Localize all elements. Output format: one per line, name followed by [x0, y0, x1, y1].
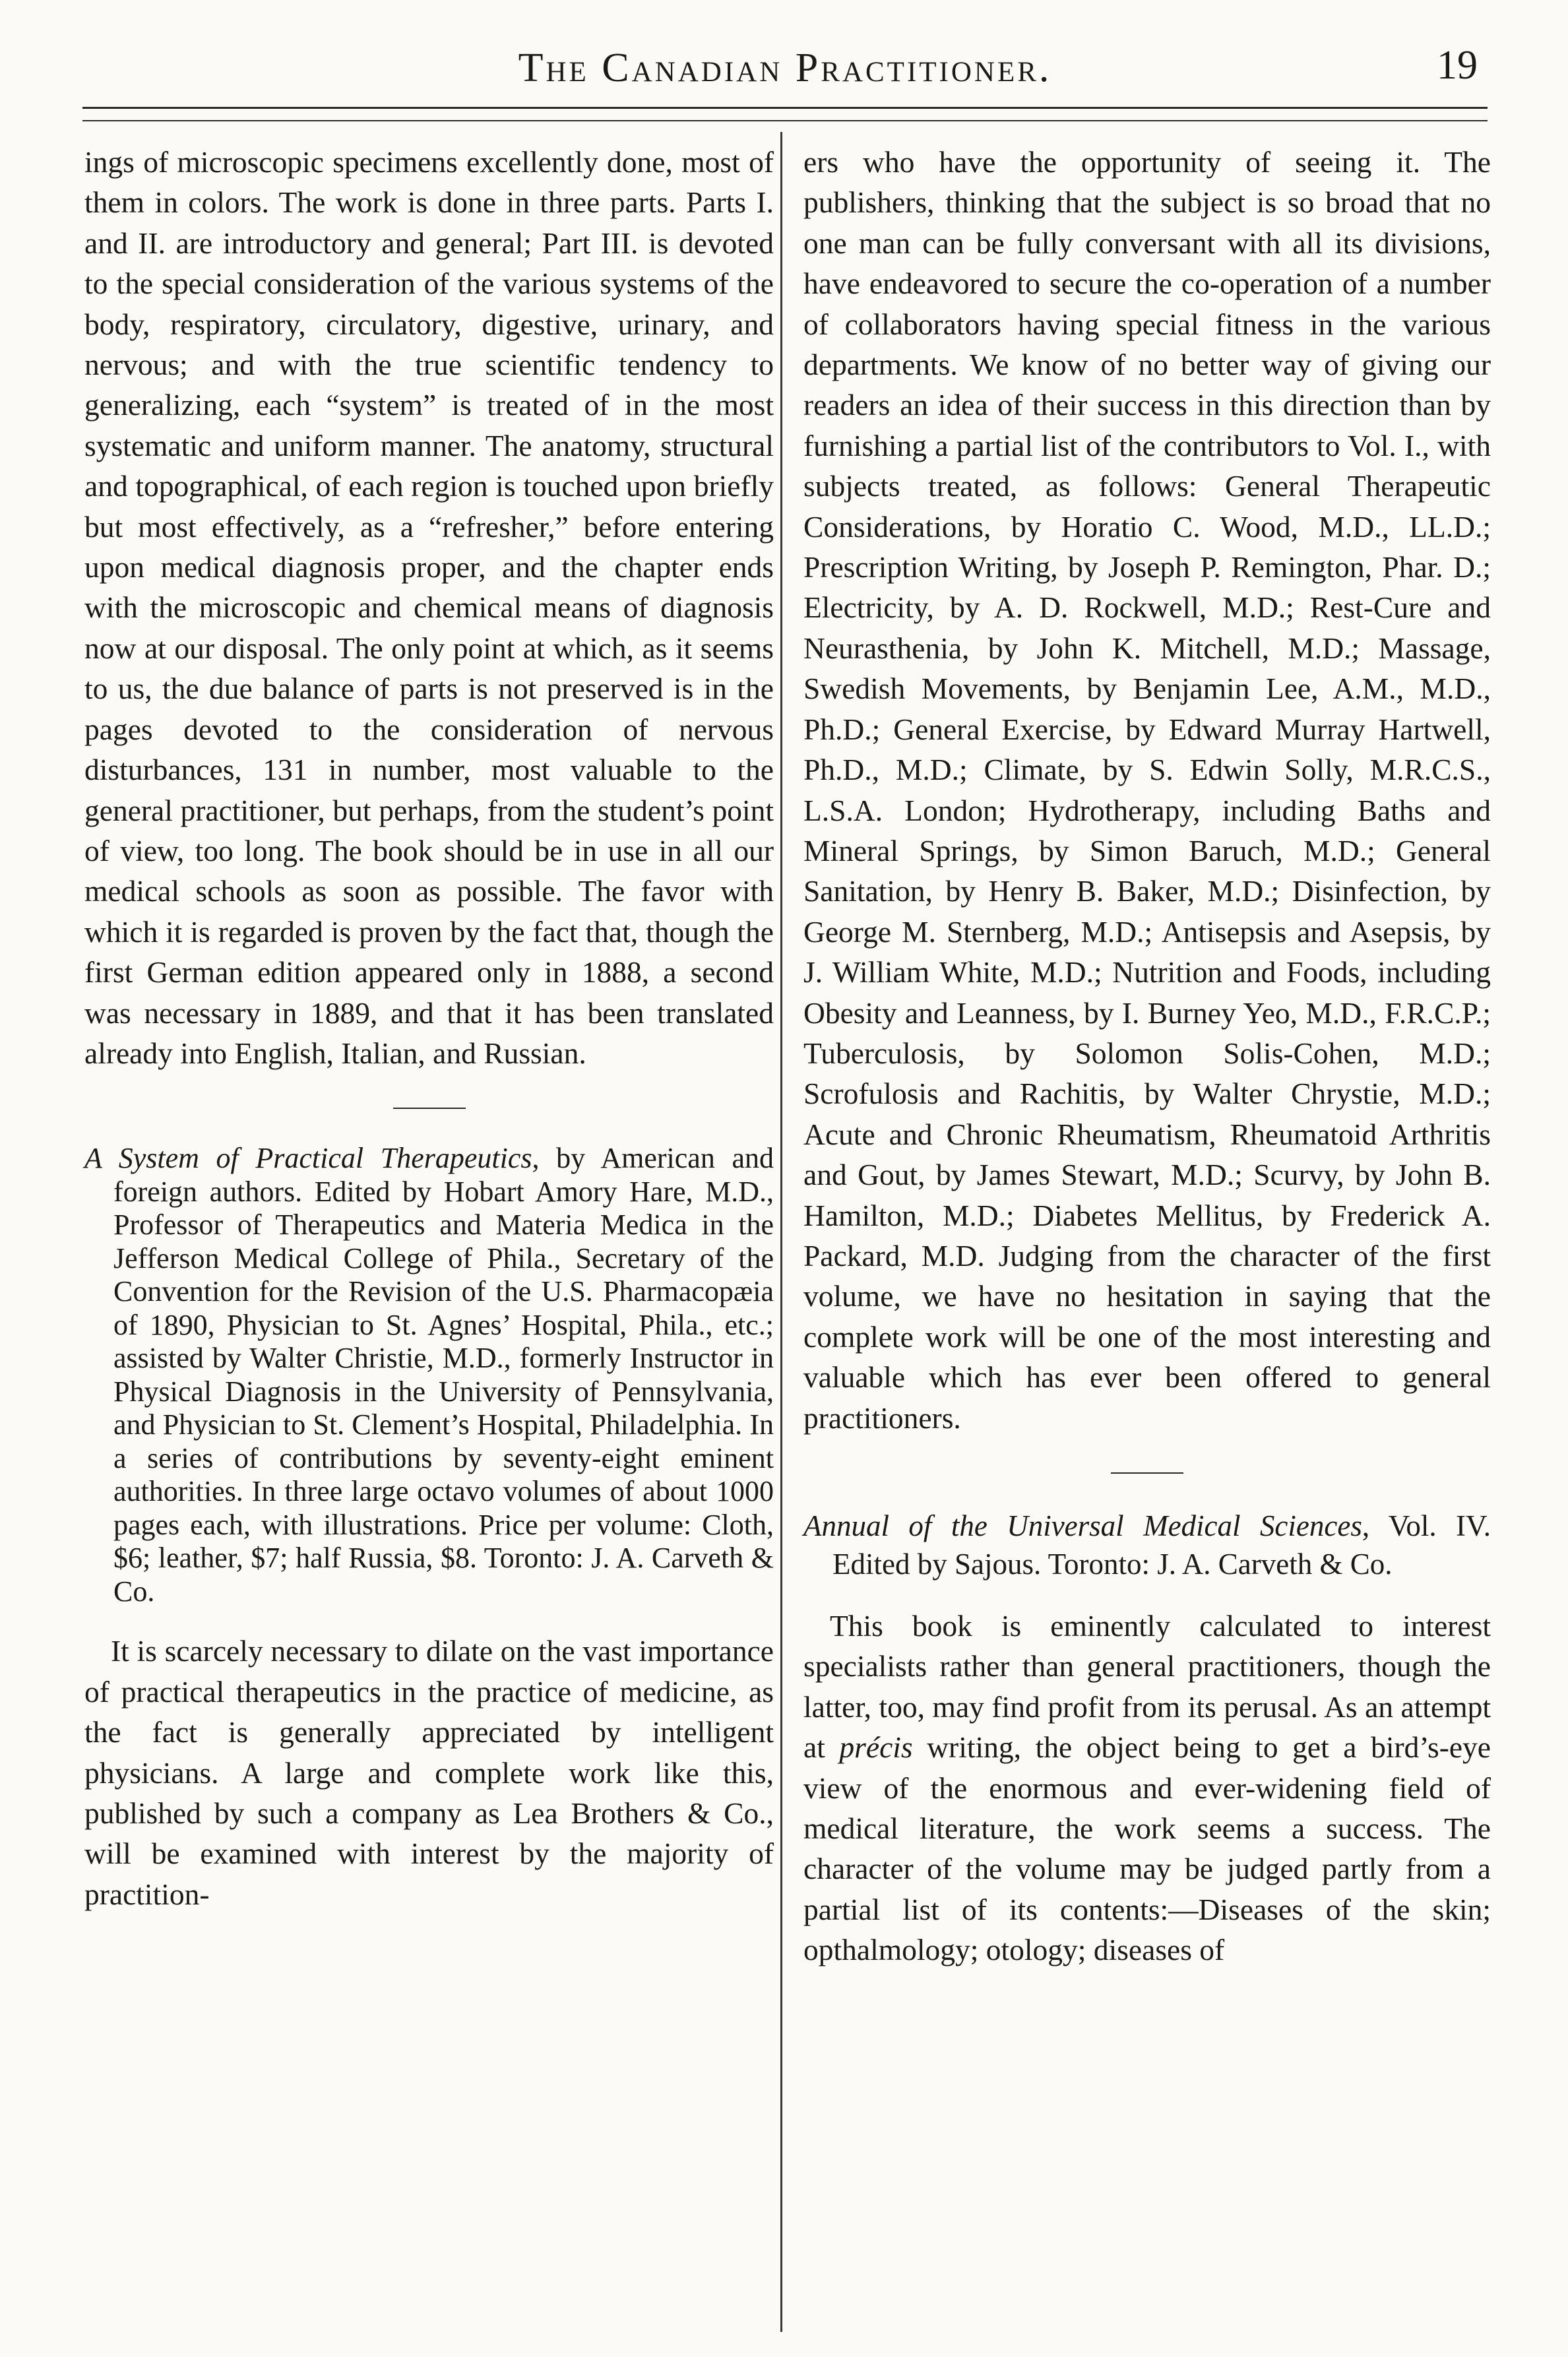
book-title: A System of Practical Therapeutics: [84, 1142, 532, 1175]
header-rule-top: [82, 107, 1488, 109]
book-details: , by American and foreign authors. Edited by Hobart Amory Hare, M.D., Professor of Therapeutics and Materia Medica in the Jefferson Medical College of Phila., Secretary of the Convention for the Revision of the U.S. Pharmacopæia of 1890, Physician to St. Agnes’ Hospital, Phila., etc.; assisted by Walter Christie, M.D., formerly Instructor in Physical Diagnosis in the University of Pennsylvania, and Physician to St. Clement’s Hospital, Philadelphia. In a series of contributions by seventy-eight eminent authorities. In three large octavo volumes of about 1000 pages each, with illustrations. Price per volume: Cloth, $6; leather, $7; half Russia, $8. Toronto: J. A. Carveth & Co.: [113, 1142, 774, 1608]
review-paragraph: It is scarcely necessary to dilate on the vast importance of practical therapeutics in the practice of medicine, as the fact is generally appreciated by intelligent physicians. A large and complete work like this, published by such a company as Lea Brothers & Co., will be examined with interest by the majority of practition-: [84, 1634, 774, 1911]
review-paragraph: This book is eminently calculated to interest specialists rather than general practitioners, though the latter, too, may find profit from its perusal. As an attempt at précis writing, the object being to get a bird’s-eye view of the enormous and ever-widening field of medical literature, the work seems a success. The character of the volume may be judged partly from a partial list of its contents:—Diseases of the skin; opthalmology; otology; diseases of: [803, 1609, 1491, 1967]
right-continuation-paragraph: ers who have the opportunity of seeing it. The publishers, thinking that the subject is so broad that no one man can be fully conversant with all its divisions, have endeavored to secure the co-operation of a number of collaborators having special fitness in the various departments. We know of no better way of giving our readers an idea of their success in this direction than by furnishing a partial list of the contributors to Vol. I., with subjects treated, as follows: General Therapeutic Considerations, by Horatio C. Wood, M.D., LL.D.; Prescription Writing, by Joseph P. Remington, Phar. D.; Electricity, by A. D. Rockwell, M.D.; Rest-Cure and Neurasthenia, by John K. Mitchell, M.D.; Massage, Swedish Movements, by Benjamin Lee, A.M., M.D., Ph.D.; General Exercise, by Edward Murray Hartwell, Ph.D., M.D.; Climate, by S. Edwin Solly, M.R.C.S., L.S.A. London; Hydrotherapy, including Baths and Mineral Springs, by Simon Baruch, M.D.; General Sanitation, by Henry B. Baker, M.D.; Disinfection, by George M. Sternberg, M.D.; Antisepsis and Asepsis, by J. William White, M.D.; Nutrition and Foods, including Obesity and Leanness, by I. Burney Yeo, M.D., F.R.C.P.; Tuberculosis, by Solomon Solis-Cohen, M.D.; Scrofulosis and Rachitis, by Walter Chrystie, M.D.; Acute and Chronic Rheumatism, Rheumatoid Arthritis and Gout, by James Stewart, M.D.; Scurvy, by John B. Hamilton, M.D.; Diabetes Mellitus, by Frederick A. Packard, M.D. Judging from the character of the first volume, we have no hesitation in saying that the complete work will be one of the most interesting and valuable which has ever been offered to general practitioners.: [803, 145, 1491, 1435]
italic-term: précis: [839, 1730, 913, 1765]
book-entry-annual: [803, 1507, 1491, 1583]
right-column: [803, 142, 1491, 1970]
section-separator: [1111, 1472, 1183, 1474]
book-details: , Vol. IV. Edited by Sajous. Toronto: J. A. Carveth & Co.: [832, 1509, 1491, 1581]
column-divider: [780, 132, 782, 2332]
header-rule-bottom: [82, 120, 1488, 121]
book-title: Annual of the Universal Medical Sciences: [803, 1509, 1362, 1542]
book-entry-therapeutics: [84, 1142, 774, 1608]
running-title: The Canadian Practitioner.: [518, 46, 1052, 90]
page-header: [79, 32, 1491, 104]
section-separator: [393, 1108, 466, 1109]
left-continuation-paragraph: ings of microscopic specimens excellently done, most of them in colors. The work is done in three parts. Parts I. and II. are introductory and general; Part III. is devoted to the special consideration of the various systems of the body, respiratory, circulatory, digestive, urinary, and nervous; and with the true scientific tendency to generalizing, each “system” is treated of in the most systematic and uniform manner. The anatomy, structural and topographical, of each region is touched upon briefly but most effectively, as a “refresher,” before entering upon medical diagnosis proper, and the chapter ends with the microscopic and chemical means of diagnosis now at our disposal. The only point at which, as it seems to us, the due balance of parts is not preserved is in the pages devoted to the consideration of nervous disturbances, 131 in number, most valuable to the general practitioner, but perhaps, from the student’s point of view, too long. The book should be in use in all our medical schools as soon as possible. The favor with which it is regarded is proven by the fact that, though the first German edition appeared only in 1888, a second was necessary in 1889, and that it has been translated already into English, Italian, and Russian.: [84, 145, 774, 1070]
page-number: 19: [1437, 43, 1478, 88]
left-column: [84, 142, 774, 1914]
